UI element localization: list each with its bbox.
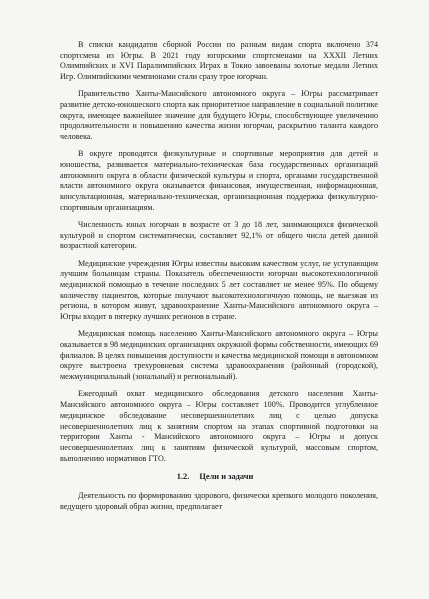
paragraph-activity: Деятельность по формированию здорового, физически крепкого молодого поколения, ведущего здоровый образ жизни, предполагает <box>60 491 378 511</box>
paragraph-sports-events: В округе проводятся физкультурные и спортивные мероприятия для детей и юношества, развивается материально-техническая база государственных организаций автономного округа в области физической культуры и спорта, органами государственной власти автономного округа оказывается финансовая, имущественная, информационная, консультационная, материально-техническая, организационная поддержка физкультурно-спортивным организациям. <box>60 149 378 212</box>
paragraph-youth-statistics: Численность юных югорчан в возрасте от 3 до 18 лет, занимающихся физической культурой и спортом систематически, составляет 92,1% от общего числа детей данной возрастной категории. <box>60 220 378 251</box>
paragraph-medical-examination: Ежегодный охват медицинского обследования детского населения Ханты-Мансийского автономного округа – Югры составляет 100%. Проводится углубленное медицинское обследование несовершеннолетних лиц с целью допуска несовершеннолетних лиц к занятиям спортом на этапах спортивной подготовки на территории Ханты - Мансийского автономного округа – Югры и допуск несовершеннолетних лиц к занятиям физической культурой, массовым спортом, выполнению нормативов ГТО. <box>60 389 378 463</box>
section-title: Цели и задачи <box>199 472 254 482</box>
paragraph-olympic-candidates: В списки кандидатов сборной России по разным видам спорта включено 374 спортсмена из Югры. В 2021 году югорскими спортсменами на XXXII Летних Олимпийских и XVI Паралимпийских Играх в Токио завоеваны золотые медали Летних Игр. Олимпийскими чемпионами стали сразу трое югорчан. <box>60 40 378 82</box>
document-body <box>60 40 378 512</box>
paragraph-medical-institutions: Медицинские учреждения Югры известны высоким качеством услуг, не уступающим лучшим больницам страны. Показатель обеспеченности югорчан высокотехнологичной медицинской помощью в течение последних 5 лет составляет не менее 95%. По общему количеству пациентов, которые получают высокотехнологичную помощь, не выезжая из региона, в котором живут, здравоохранение Ханты-Мансийского автономного округа – Югры входит в пятерку лучших регионов в стране. <box>60 258 378 322</box>
paragraph-government-priority: Правительство Ханты-Мансийского автономного округа – Югры рассматривает развитие детско-юношеского спорта как приоритетное направление в социальной политике округа, имеющее важнейшее значение для будущего Югры, способствующее увеличению продолжительности и повышению качества жизни югорчан, раскрытию таланта каждого человека. <box>60 89 378 142</box>
section-number: 1.2. <box>176 472 190 482</box>
section-heading <box>60 472 378 483</box>
paragraph-medical-care: Медицинская помощь населению Ханты-Мансийского автономного округа – Югры оказывается в 98 медицинских организациях окружной формы собственности, имеющих 69 филиалов. В целях повышения доступности и качества медицинской помощи в автономном округе выстроена трехуровневая система здравоохранения (районный (городской), межмуниципальный (зональный) и региональный). <box>60 329 378 382</box>
